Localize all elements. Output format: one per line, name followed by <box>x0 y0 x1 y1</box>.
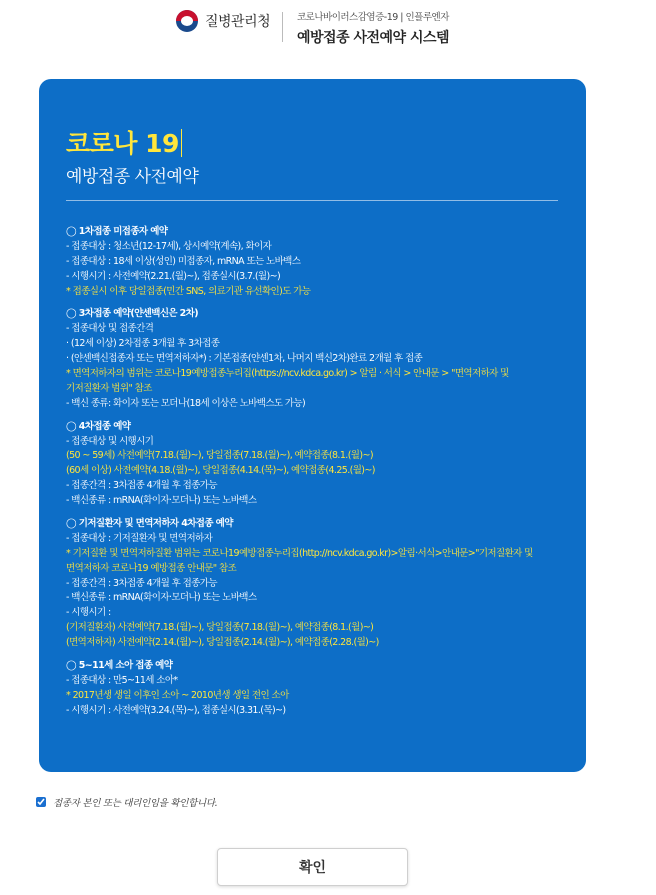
agreement-label[interactable]: 접종자 본인 또는 대리인임을 확인합니다. <box>53 798 218 809</box>
panel-title-text: 코로나 19 <box>66 129 179 158</box>
notice-line: · (12세 이상) 2차접종 3개월 후 3차접종 <box>66 338 220 350</box>
section-gap <box>66 412 566 418</box>
notice-text <box>66 223 566 719</box>
header-subtext: 코로나바이러스감염증-19 | 인플루엔자 <box>297 12 449 23</box>
notice-section-heading: ◯ 1차접종 미접종자 예약 <box>66 226 168 237</box>
notice-line: (기저질환자) 사전예약(7.18.(월)~), 당일접종(7.18.(월)~), 예약접종(8.1.(월)~) <box>66 622 374 634</box>
notice-line: - 백신종류 : mRNA(화이자·모더나) 또는 노바백스 <box>66 592 257 604</box>
notice-line: - 시행시기 : <box>66 607 111 619</box>
panel-divider <box>66 200 558 201</box>
notice-line: * 2017년생 생일 이후인 소아 ~ 2010년생 생일 전인 소아 <box>66 689 289 701</box>
notice-line: - 접종대상 : 만5~11세 소아* <box>66 674 178 686</box>
notice-section-heading: ◯ 5~11세 소아 접종 예약 <box>66 660 173 672</box>
org-name: 질병관리청 <box>205 14 271 30</box>
confirm-button[interactable]: 확인 <box>217 848 408 886</box>
notice-line: (60세 이상) 사전예약(4.18.(월)~), 당일접종(4.14.(목)~), 예약접종(4.25.(월)~) <box>66 465 375 477</box>
notice-line: (50 ~ 59세) 사전예약(7.18.(월)~), 당일접종(7.18.(월)~), 예약접종(8.1.(월)~) <box>66 450 373 462</box>
notice-line: * 기저질환 및 면역저하질환 범위는 코로나19예방접종누리집(http://ncv.kdca.go.kr)>알림·서식>안내문>"기저질환자 및 <box>66 547 533 559</box>
notice-line: - 접종대상 및 접종간격 <box>66 323 154 335</box>
notice-line: 면역저하자 코로나19 예방접종 안내문" 참조 <box>66 562 237 574</box>
kdca-logo[interactable] <box>176 10 270 32</box>
notice-line: - 접종대상 및 시행시기 <box>66 435 154 447</box>
notice-line: · (얀센백신접종자 또는 면역저하자*) : 기본접종(얀센1차, 나머지 백신2차)완료 2개월 후 접종 <box>66 353 423 365</box>
notice-line: - 접종대상 : 기저질환자 및 면역저하자 <box>66 532 213 544</box>
taegeuk-emblem-icon <box>176 10 198 32</box>
notice-section-heading: ◯ 4차접종 예약 <box>66 420 131 432</box>
notice-line: (면역저하자) 사전예약(2.14.(월)~), 당일접종(2.14.(월)~), 예약접종(2.28.(월)~) <box>66 637 379 649</box>
panel-title <box>66 124 182 160</box>
system-title: 예방접종 사전예약 시스템 <box>297 30 450 46</box>
site-header <box>0 0 656 60</box>
notice-line: - 접종대상 : 청소년(12-17세), 상시예약(계속), 화이자 <box>66 240 272 252</box>
notice-line: * 면역저하자의 범위는 코로나19예방접종누리집(https://ncv.kdca.go.kr) > 알림 · 서식 > 안내문 > "면역저하자 및 <box>66 368 509 380</box>
section-gap <box>66 651 566 657</box>
notice-line: - 시행시기 : 사전예약(3.24.(목)~), 접종실시(3.31.(목)~) <box>66 704 286 716</box>
notice-panel <box>39 79 586 772</box>
section-gap <box>66 509 566 515</box>
notice-line: - 접종간격 : 3차접종 4개월 후 접종가능 <box>66 577 217 589</box>
notice-line: - 시행시기 : 사전예약(2.21.(월)~), 접종실시(3.7.(월)~) <box>66 270 281 282</box>
section-gap <box>66 299 566 305</box>
notice-line: - 백신 종류: 화이자 또는 모더나(18세 이상은 노바백스도 가능) <box>66 397 306 409</box>
panel-subtitle: 예방접종 사전예약 <box>66 167 199 187</box>
notice-line: 기저질환자 범위" 참조 <box>66 382 152 394</box>
header-divider <box>282 12 283 42</box>
notice-section-heading: ◯ 기저질환자 및 면역저하자 4차접종 예약 <box>66 518 233 530</box>
agreement-checkbox[interactable] <box>36 797 46 807</box>
text-cursor <box>181 129 182 157</box>
notice-line: - 접종대상 : 18세 이상(성인) 미접종자, mRNA 또는 노바백스 <box>66 255 301 267</box>
notice-section-heading: ◯ 3차접종 예약(얀센백신은 2차) <box>66 308 199 320</box>
notice-line: - 백신종류 : mRNA(화이자·모더나) 또는 노바백스 <box>66 495 257 507</box>
agreement-row <box>36 795 218 809</box>
notice-line: - 접종간격 : 3차접종 4개월 후 접종가능 <box>66 480 217 492</box>
notice-line: * 접종실시 이후 당일접종(민간 SNS, 의료기관 유선확인)도 가능 <box>66 285 311 297</box>
